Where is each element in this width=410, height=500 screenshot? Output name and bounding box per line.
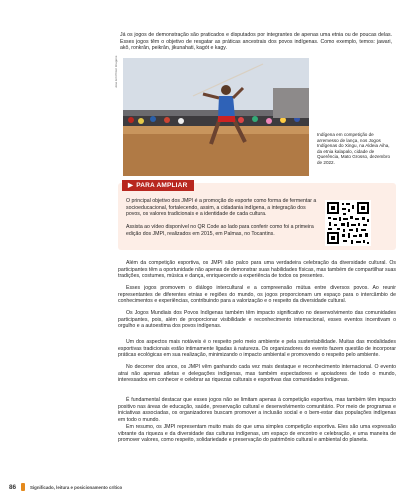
body-paragraph: Um dos aspectos mais notáveis é o respeito pelo meio ambiente e pela sustentabilidade. Muitas das modalidades esportivas tradicionais estão intimamente ligadas à natureza. Os organizadores do evento fazem questão de incorporar práticas ecológicas em sua realização, minimizando o impacto ambiental e promovendo o respeito pelo ambiente. — [118, 339, 396, 359]
footer-accent-mark — [21, 483, 25, 491]
photo-credit: Jose Erli Pinto/ Imagens — [114, 55, 118, 88]
body-paragraph: No decorrer dos anos, os JMPI vêm ganhando cada vez mais destaque e reconhecimento internacional. O evento atrai não apenas atletas e delegações indígenas, mas também espectadores e apoiadores de todo o mundo, interessados em conhecer e celebrar as riquezas culturais e esportivas das comunidades indígenas. — [118, 364, 396, 384]
qr-code[interactable] — [325, 200, 371, 246]
para-ampliar-video-text: Assista ao vídeo disponível no QR Code ao lado para conferir como foi a primeira edição dos JMPI, realizados em 2015, em Palmas, no Tocantins. — [126, 224, 314, 237]
qr-code-icon — [325, 200, 371, 246]
footer-section-title: Significado, leitura e posicionamento crítico — [30, 485, 123, 490]
para-ampliar-title: PARA AMPLIAR — [136, 182, 188, 189]
body-paragraph: Além da competição esportiva, os JMPI são palco para uma verdadeira celebração da diversidade cultural. Os participantes têm a oportunidade não apenas de demonstrar suas habilidades físicas, mas também de compartilhar suas tradições, costumes, música e dança, enriquecendo a experiência de todos os presentes. — [118, 260, 396, 280]
body-paragraph: Esses jogos promovem o diálogo intercultural e a compreensão mútua entre diversos povos. Ao reunir representantes de diferentes etnias e regiões do mundo, os jogos proporcionam um espaço para o intercâmbio de conhecimentos e experiências, contribuindo para a valorização e o respeito da diversidade cultural. — [118, 285, 396, 305]
athlete-photo — [123, 58, 309, 176]
page-number: 86 — [9, 484, 17, 491]
intro-paragraph: Já os jogos de demonstração são praticados e disputados por integrantes de apenas uma etnia ou de poucas delas. Esses jogos têm o objetivo de resgatar as práticas ancestrais dos povos indígenas. Como exemplo, temos: jawari, akô, ronkrân, peikrân, jikunahati, kagót e kagy. — [120, 32, 392, 52]
chevron-right-icon: ▶ — [128, 182, 134, 189]
body-paragraph: É fundamental destacar que esses jogos não se limitam apenas à competição esportiva, mas também têm impacto positivo nas áreas de educação, saúde, preservação cultural e desenvolvimento comunitário. Por meio de programas e iniciativas associadas, os organizadores buscam promover a inclusão social e o bem-estar das populações indígenas em todo o mundo. — [118, 397, 396, 423]
body-paragraph: Os Jogos Mundiais dos Povos Indígenas também têm impacto significativo no desenvolvimento das comunidades participantes, pois, além de proporcionar visibilidade e reconhecimento internacional, esses eventos incentivam o orgulho e a autoestima dos povos indígenas. — [118, 310, 396, 330]
body-paragraph: Em resumo, os JMPI representam muito mais do que uma simples competição esportiva. Eles são uma expressão vibrante da riqueza e da diversidade das culturas indígenas, um espaço de encontro e celebração, e uma maneira de promover valores, como respeito, solidariedade e preservação do patrimônio cultural e ambiental do planeta. — [118, 424, 396, 444]
para-ampliar-tab — [122, 180, 194, 191]
photo-caption: Indígena em competição de arremesso de lança, nos Jogos Indígenas do Xingu, na Aldeia Aiha, da etnia kalapalo, cidade de Querência, Mato Grosso, dezembro de 2022. — [317, 132, 391, 165]
photo-illustration — [123, 58, 309, 176]
para-ampliar-text: O principal objetivo dos JMPI é a promoção do esporte como forma de fermentar a socioeducacional, fortalecendo, assim, a cidadania indígena, a integração dos povos, os valores tradicionais e a identidade de cada cultura. — [126, 198, 317, 218]
